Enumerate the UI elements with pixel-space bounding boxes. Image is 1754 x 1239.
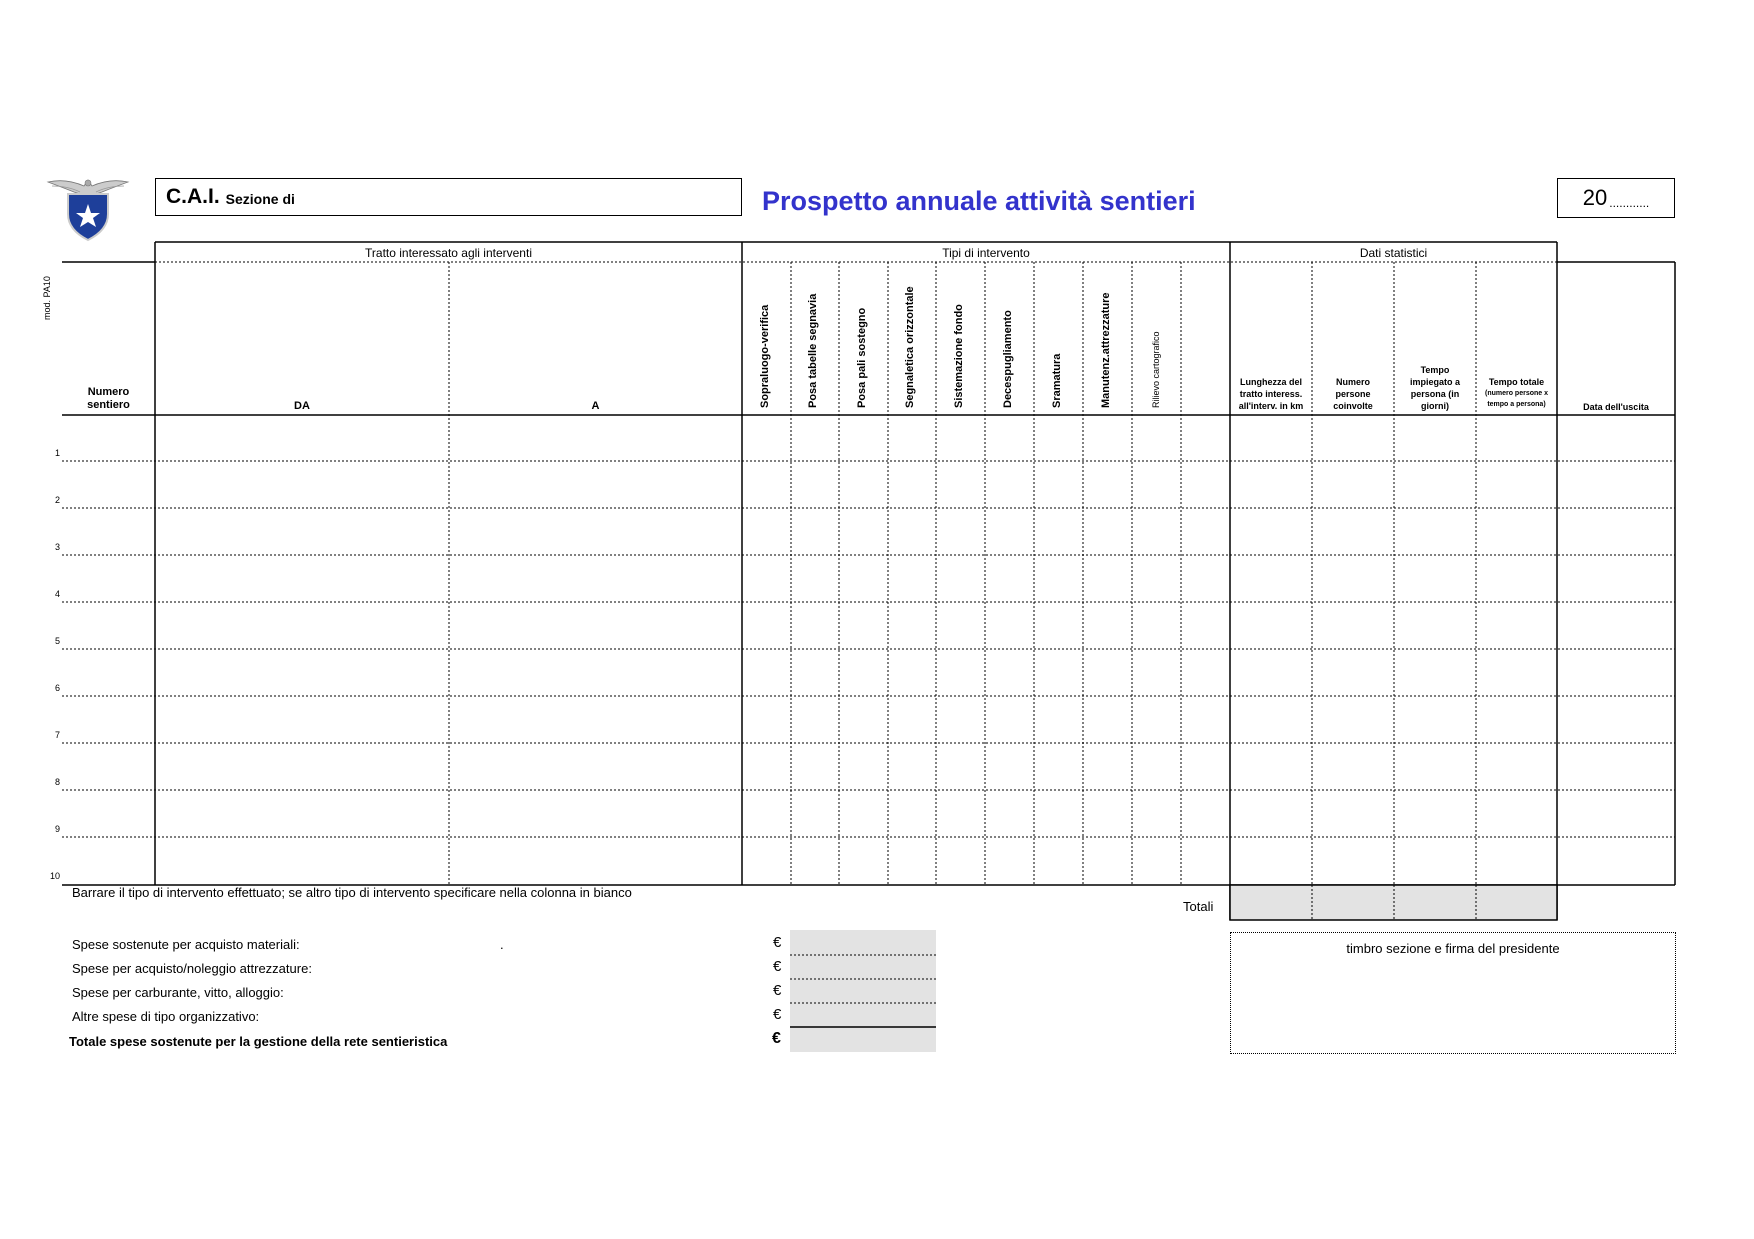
colhead-tempo-impiegato xyxy=(1394,364,1476,412)
colhead-persone-line2: persone xyxy=(1335,389,1371,399)
colhead-lunghezza-line1: Lunghezza del xyxy=(1239,377,1302,387)
colhead-posa-pali: Posa pali sostegno xyxy=(856,307,868,408)
colhead-totale-sub1: (numero persone x xyxy=(1484,390,1548,397)
cai-label: C.A.I. xyxy=(166,185,220,208)
colhead-numero-persone xyxy=(1312,376,1394,412)
expense-organizzativo-label: Altre spese di tipo organizzativo: xyxy=(72,1009,260,1024)
instruction-note: Barrare il tipo di intervento effettuato; se altro tipo di intervento specificare nella colonna in bianco xyxy=(72,885,632,900)
colhead-tempo-line2: impiegato a xyxy=(1409,377,1460,387)
colhead-numero-line1: Numero xyxy=(87,386,130,398)
group-dati: Dati statistici xyxy=(1359,246,1428,260)
row-number: 8 xyxy=(54,777,60,787)
group-tratto: Tratto interessato agli interventi xyxy=(365,246,532,260)
signature-box[interactable] xyxy=(1230,932,1676,1054)
row-number: 9 xyxy=(54,824,60,834)
row-number: 5 xyxy=(54,636,60,646)
colhead-lunghezza xyxy=(1230,376,1312,412)
colhead-segnaletica: Segnaletica orizzontale xyxy=(904,286,916,408)
euro-sign-total: € xyxy=(772,1030,781,1047)
expense-attrezzature-label: Spese per acquisto/noleggio attrezzature: xyxy=(72,961,312,976)
euro-sign: € xyxy=(773,934,782,951)
totali-label: Totali xyxy=(1183,899,1214,914)
colhead-numero-line2: sentiero xyxy=(87,399,130,411)
expense-carburante-label: Spese per carburante, vitto, alloggio: xyxy=(72,985,284,1000)
colhead-da: DA xyxy=(294,400,310,412)
row-number: 1 xyxy=(54,448,60,458)
euro-sign: € xyxy=(773,1006,782,1023)
colhead-a: A xyxy=(591,400,600,412)
colhead-rilievo: Rilievo cartografico xyxy=(1151,331,1161,408)
colhead-totale-sub2: tempo a persona) xyxy=(1487,401,1546,408)
colhead-lunghezza-line2: tratto interess. xyxy=(1239,389,1303,399)
colhead-persone-line1: Numero xyxy=(1335,377,1370,387)
colhead-tempo-line3: persona (in xyxy=(1410,389,1460,399)
colhead-sopraluogo: Sopraluogo-verifica xyxy=(759,304,771,408)
colhead-data-uscita: Data dell'uscita xyxy=(1583,402,1649,412)
form-code: mod. PA10 xyxy=(42,276,52,320)
expense-total-label: Totale spese sostenute per la gestione della rete sentieristica xyxy=(69,1034,448,1049)
row-number: 4 xyxy=(54,589,60,599)
colhead-tempo-line1: Tempo xyxy=(1420,365,1450,375)
colhead-tempo-line4: giorni) xyxy=(1421,401,1449,411)
group-tipi: Tipi di intervento xyxy=(942,246,1030,260)
page-title: Prospetto annuale attività sentieri xyxy=(762,186,1196,216)
row-number: 10 xyxy=(49,871,60,881)
year-prefix: 20 xyxy=(1582,185,1608,210)
colhead-posa-tabelle: Posa tabelle segnavia xyxy=(807,293,819,408)
colhead-totale-title: Tempo totale xyxy=(1488,377,1545,387)
colhead-decespugliamento: Decespugliamento xyxy=(1002,310,1014,408)
colhead-sistemazione: Sistemazione fondo xyxy=(953,304,965,408)
colhead-sramatura: Sramatura xyxy=(1051,353,1063,408)
row-number: 6 xyxy=(54,683,60,693)
sezione-label: Sezione di xyxy=(225,191,295,207)
euro-sign: € xyxy=(773,982,782,999)
expense-materiali-label: Spese sostenute per acquisto materiali: xyxy=(72,937,300,952)
signature-label: timbro sezione e firma del presidente xyxy=(1346,941,1560,956)
row-number: 7 xyxy=(54,730,60,740)
row-number: 2 xyxy=(54,495,60,505)
colhead-manutenz: Manutenz.attrezzature xyxy=(1100,292,1112,408)
expense-dot: . xyxy=(500,937,504,952)
year-dots: ............ xyxy=(1609,196,1650,210)
colhead-numero-sentiero xyxy=(62,386,155,412)
colhead-persone-line3: coinvolte xyxy=(1333,401,1373,411)
euro-sign: € xyxy=(773,958,782,975)
row-number: 3 xyxy=(54,542,60,552)
colhead-tempo-totale xyxy=(1476,376,1557,410)
colhead-lunghezza-line3: all'interv. in km xyxy=(1238,401,1304,411)
expense-fields[interactable] xyxy=(790,930,936,1052)
